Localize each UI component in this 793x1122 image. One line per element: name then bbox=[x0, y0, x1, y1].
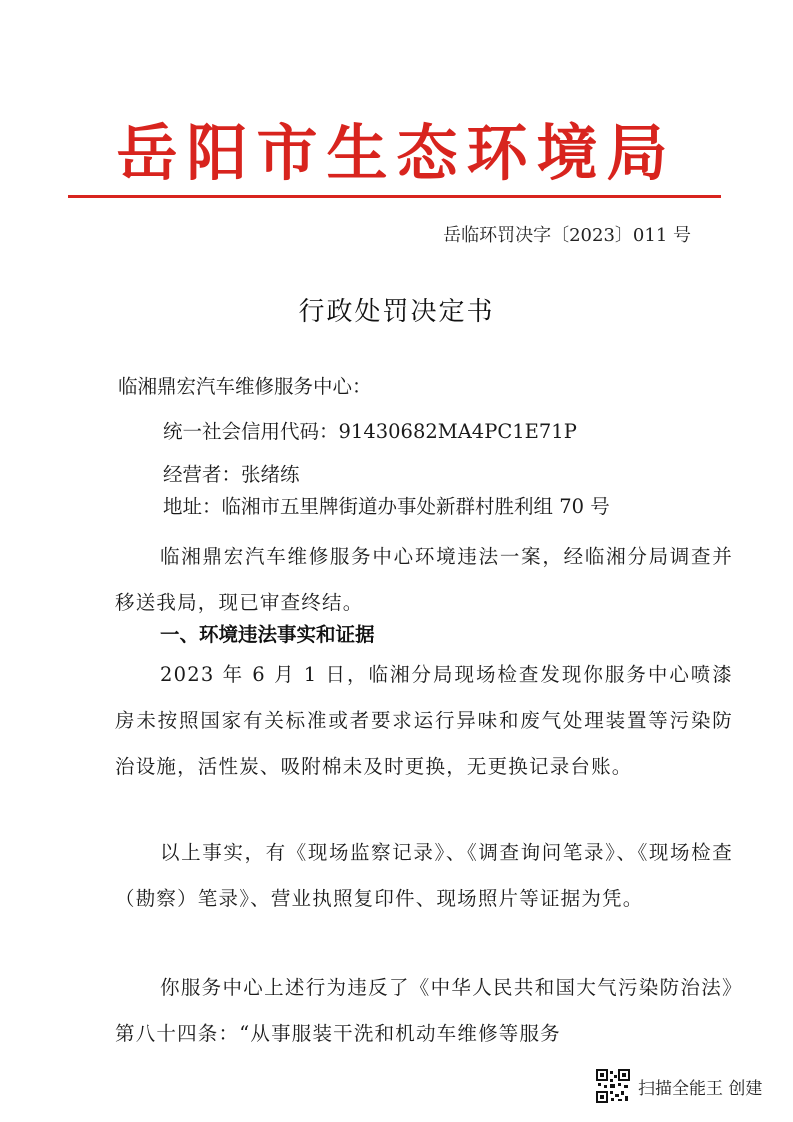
document-number: 岳临环罚决字〔2023〕011 号 bbox=[443, 225, 691, 246]
operator-name: 经营者：张绪练 bbox=[163, 463, 300, 486]
evidence-paragraph: 以上事实，有《现场监察记录》、《调查询问笔录》、《现场检查（勘察）笔录》、营业执照复印件、现场照片等证据为凭。 bbox=[115, 841, 733, 910]
watermark-label: 扫描全能王 创建 bbox=[638, 1078, 763, 1099]
address: 地址：临湘市五里牌街道办事处新群村胜利组 70 号 bbox=[163, 495, 610, 518]
credit-code: 统一社会信用代码：91430682MA4PC1E71P bbox=[163, 420, 577, 443]
red-divider-line bbox=[68, 195, 721, 198]
qr-code-icon bbox=[596, 1069, 630, 1103]
section-heading-facts: 一、环境违法事实和证据 bbox=[160, 623, 375, 646]
facts-paragraph: 2023 年 6 月 1 日，临湘分局现场检查发现你服务中心喷漆房未按照国家有关标准或者要求运行异味和废气处理装置等污染防治设施，活性炭、吸附棉未及时更换，无更换记录台账。 bbox=[115, 663, 733, 778]
violation-paragraph: 你服务中心上述行为违反了《中华人民共和国大气污染防治法》第八十四条：“从事服装干洗和机动车维修等服务 bbox=[115, 976, 733, 1045]
agency-header: 岳阳市生态环境局 bbox=[116, 118, 677, 189]
scanner-watermark bbox=[596, 1069, 762, 1103]
recipient-name: 临湘鼎宏汽车维修服务中心： bbox=[118, 375, 372, 398]
intro-paragraph: 临湘鼎宏汽车维修服务中心环境违法一案，经临湘分局调查并移送我局，现已审查终结。 bbox=[115, 545, 733, 614]
document-title: 行政处罚决定书 bbox=[298, 297, 495, 327]
